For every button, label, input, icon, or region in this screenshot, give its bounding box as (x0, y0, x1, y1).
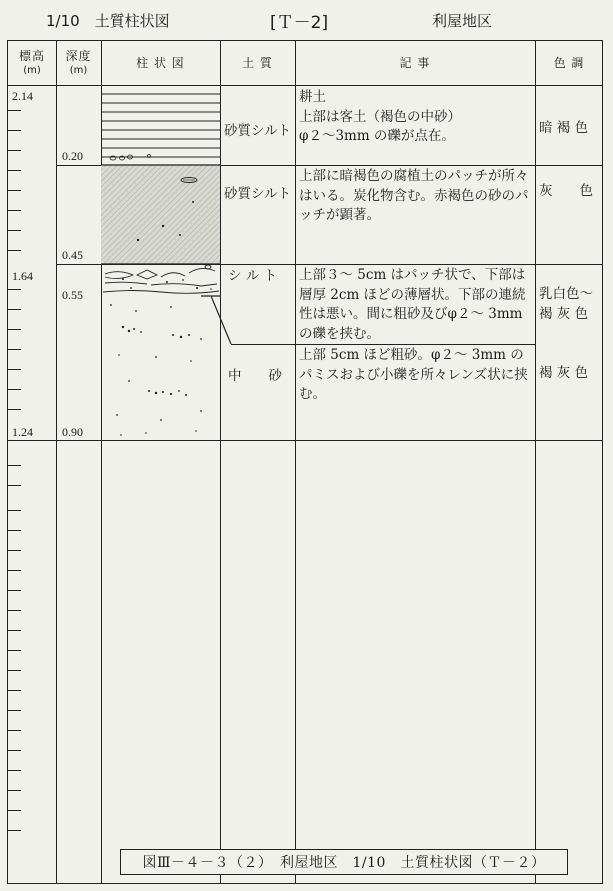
elevation-value: 1.24 (12, 425, 33, 439)
layer-note: 上部に暗褐色の腐植土のパッチが所々はいる。炭化物含む。赤褐色の砂のパッチが顕著。 (299, 168, 529, 223)
boring-log-sheet (7, 40, 603, 884)
soil-name: 中 砂 (228, 368, 282, 384)
color-tone: 暗 褐 色 (539, 120, 589, 136)
depth-value: 0.90 (62, 425, 83, 439)
soil-name: 砂質シルト (224, 123, 292, 139)
depth-value: 0.45 (62, 248, 83, 262)
layer-note: 上部 5cm ほど粗砂。φ２～ 3mm のパミスおよび小礫を所々レンズ状に挟む。 (299, 347, 528, 402)
soil-name: シ ル ト (228, 268, 278, 284)
notes-header: 記 事 (399, 55, 431, 70)
depth-value: 0.55 (62, 288, 83, 302)
scale-title: 1/10 土質柱状図 (46, 12, 170, 30)
boring-id: [Ｔ－2] (270, 13, 329, 33)
color-tone: 乳白色～ 褐 灰 色 (539, 286, 593, 322)
elevation-value: 2.14 (12, 89, 33, 103)
layer-note: 上部３～ 5cm はパッチ状で、下部は層厚 2cm ほどの薄層状。下部の連続性は悪い。間に粗砂及びφ２～ 3mm の礫を挟む。 (299, 267, 526, 342)
soil-name: 砂質シルト (224, 186, 292, 202)
color-tone: 灰 色 (539, 183, 593, 199)
soil-header: 土 質 (242, 55, 273, 70)
boundary-connector (211, 293, 235, 349)
column-diagram-header: 柱 状 図 (136, 55, 185, 70)
depth-header: 深度 (m) (65, 48, 92, 77)
figure-caption: 図Ⅲ－４－３（２） 利屋地区 1/10 土質柱状図（Ｔ－２） (120, 849, 568, 875)
depth-value: 0.20 (62, 149, 83, 163)
elevation-value: 1.64 (12, 269, 33, 283)
color-header: 色 調 (553, 55, 585, 70)
area-name: 利屋地区 (432, 12, 493, 30)
column-diagram (101, 85, 220, 440)
layer-note: 耕土 上部は客土（褐色の中砂） φ２～3mm の礫が点在。 (299, 89, 461, 144)
elevation-header: 標高 (m) (18, 48, 45, 77)
color-tone: 褐 灰 色 (539, 365, 589, 381)
